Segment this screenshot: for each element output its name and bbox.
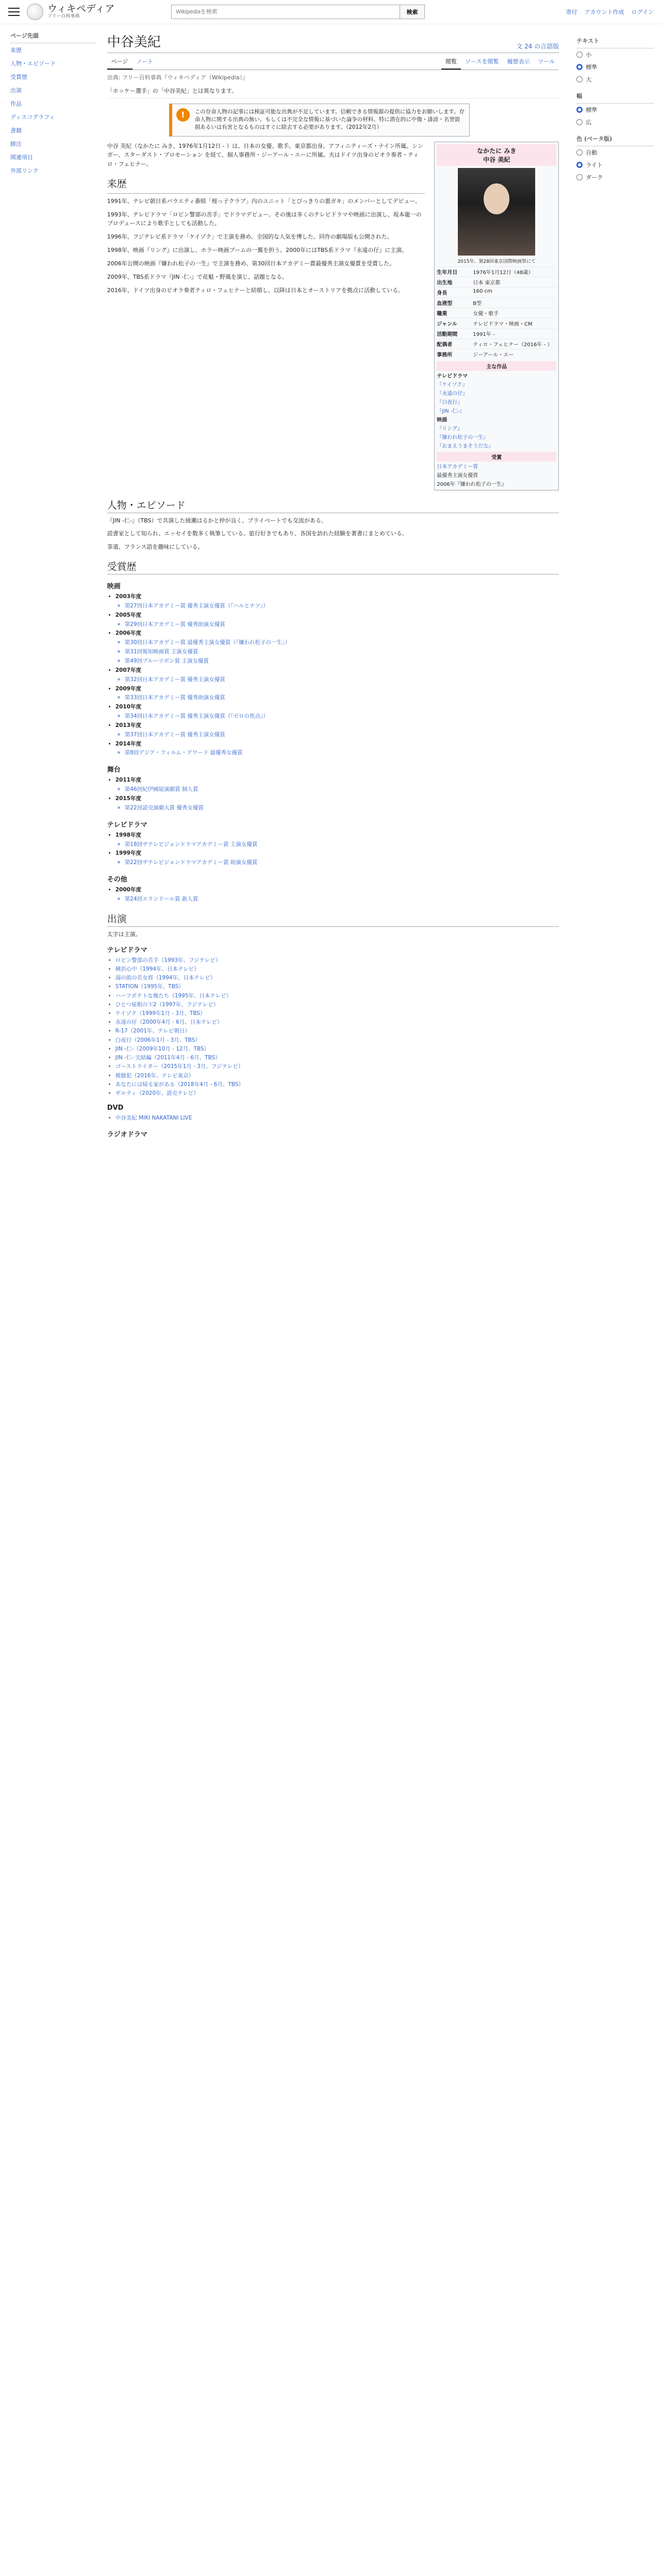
from-line: 出典: フリー百科事典『ウィキペディア（Wikipedia）』 — [107, 74, 249, 81]
work-item[interactable]: • R-17（2001年、テレビ朝日） — [115, 1027, 559, 1036]
toc-item[interactable]: 作品 — [10, 100, 22, 107]
work-item[interactable]: • ゴーストライター（2015年1月 - 3月、フジテレビ） — [115, 1062, 559, 1071]
work-item[interactable]: • 模倣犯（2016年、テレビ東京） — [115, 1072, 559, 1080]
award-year — [115, 666, 559, 685]
infobox-key: 活動期間 — [437, 331, 458, 337]
award-item[interactable]: ◦ 第22回読売演劇大賞 優秀女優賞 — [125, 804, 559, 813]
radio-icon[interactable] — [576, 119, 583, 125]
infobox-value: 女優・歌手 — [473, 311, 499, 317]
infobox-work[interactable]: 『永遠の仔』 — [437, 391, 468, 397]
search-button[interactable]: 検索 — [400, 5, 424, 19]
tab-history[interactable]: 履歴表示 — [507, 58, 530, 65]
work-item[interactable]: • 永遠の仔（2000年4月 - 6月、日本テレビ） — [115, 1018, 559, 1027]
infobox-key: 配偶者 — [437, 342, 453, 348]
award-year — [115, 886, 559, 904]
radio-icon[interactable] — [576, 149, 583, 156]
award-year — [115, 831, 559, 850]
infobox-value: ジーアール・エー — [473, 352, 514, 358]
infobox-key: 生年月日 — [437, 269, 458, 276]
tv-works-list — [107, 956, 559, 1098]
top-bar — [0, 0, 662, 24]
award-item[interactable]: ◦ 第22回ザテレビジョンドラマアカデミー賞 助演女優賞 — [125, 858, 559, 868]
award-year-label[interactable]: 1999年度 — [115, 850, 141, 857]
subsection-heading: 映画 — [107, 583, 121, 591]
search-input[interactable] — [172, 6, 400, 18]
section-heading: 出演 — [107, 911, 559, 927]
infobox-value: 日本 東京都 — [473, 280, 501, 286]
menu-icon[interactable] — [8, 8, 20, 16]
citation-warning-box — [169, 104, 470, 137]
infobox-key: 出生地 — [437, 280, 453, 286]
award-year — [115, 794, 559, 813]
main-content — [96, 24, 571, 1141]
globe-icon — [27, 4, 43, 20]
radio-icon[interactable] — [576, 64, 583, 70]
dvd-list — [107, 1114, 559, 1123]
history-paragraph: 1991年、テレビ朝日系バラエティ番組「桜っ子クラブ」内のユニット「とびっきりの悪ガキ」のメンバーとしてデビュー。 — [107, 197, 421, 205]
infobox-section-awards: 受賞 — [437, 452, 556, 462]
award-year-label[interactable]: 2006年度 — [115, 630, 141, 637]
toc-item[interactable]: 脚注 — [10, 141, 22, 147]
infobox-work[interactable]: 『リング』 — [437, 426, 463, 432]
logo-subtitle: フリー百科事典 — [47, 14, 80, 20]
create-account-link[interactable]: アカウント作成 — [584, 9, 624, 15]
work-item[interactable]: • 中谷美紀 MIKI NAKATANI LIVE — [115, 1114, 559, 1123]
award-item[interactable]: ◦ 第37回日本アカデミー賞 優秀主演女優賞 — [125, 731, 559, 740]
subsection-heading: テレビドラマ — [107, 946, 147, 954]
award-item[interactable]: ◦ 第27回日本アカデミー賞 優秀主演女優賞（『ハルとナツ』） — [125, 602, 559, 611]
logo-title: ウィキペディア — [47, 3, 115, 15]
subsection-heading: DVD — [107, 1104, 124, 1112]
awards-other-list — [107, 886, 559, 904]
person-paragraph: 茶道、フランス語を趣味にしている。 — [107, 544, 204, 551]
page-tabs — [107, 54, 559, 70]
color-option[interactable]: ダーク — [586, 174, 603, 181]
infobox-work[interactable]: 『JIN -仁-』 — [437, 408, 465, 414]
awards-stage-list — [107, 776, 559, 812]
infobox-title: なかたに みき 中谷 美紀 — [437, 144, 556, 166]
warning-text: この存命人物の記事には検証可能な出典が不足しています。信頼できる情報源の提供に協力をお願いします。存命人物に関する出典の無い、もしくは不完全な情報に基づいた論争の材料、特に潜在的に中傷・誹謗・名誉毀損あるいは有害となるものはすぐに除去する必要があります。（2012年2月） — [194, 109, 465, 131]
work-item[interactable]: • ギルティ（2020年、読売テレビ） — [115, 1089, 559, 1098]
work-item[interactable]: • JIN -仁-（2009年10月 - 12月、TBS） — [115, 1045, 559, 1054]
infobox-work[interactable]: 『おまえうまそうだな』 — [437, 443, 494, 449]
radio-icon[interactable] — [576, 174, 583, 180]
work-item[interactable]: • STATION（1995年、TBS） — [115, 982, 559, 991]
text-size-option[interactable]: 小 — [586, 52, 592, 58]
infobox-key: 血液型 — [437, 300, 453, 307]
work-item[interactable]: • あなたには帰る家がある（2018年4月 - 6月、TBS） — [115, 1080, 559, 1089]
award-item[interactable]: ◦ 第29回日本アカデミー賞 優秀助演女優賞 — [125, 620, 559, 630]
infobox-value: 1991年 - — [473, 331, 495, 337]
awards-tv-list — [107, 831, 559, 868]
tab-page[interactable]: ページ — [107, 54, 133, 70]
photo-caption: 2015年、第28回東京国際映画祭にて — [457, 259, 536, 264]
award-year — [115, 721, 559, 740]
radio-icon[interactable] — [576, 107, 583, 113]
infobox-value: 1976年1月12日（48歳） — [473, 269, 534, 276]
appear-note: 太字は主演。 — [107, 930, 141, 938]
person-paragraph: 『JIN -仁-』（TBS）で共演した綾瀬はるかと仲が良く、プライベートでも交流がある。 — [107, 517, 327, 524]
text-size-option[interactable]: 大 — [586, 76, 592, 83]
infobox-work[interactable]: 『ケイゾク』 — [437, 382, 468, 388]
infobox-work[interactable]: 『嫌われ松子の一生』 — [437, 434, 489, 440]
language-button[interactable]: 文 24 の言語版 — [516, 43, 559, 50]
color-heading: 色 (ベータ版) — [576, 131, 654, 146]
subsection-heading: テレビドラマ — [107, 821, 147, 829]
text-size-heading: テキスト — [576, 33, 654, 48]
color-option[interactable]: ライト — [586, 162, 603, 168]
infobox-work[interactable]: 『白夜行』 — [437, 399, 463, 405]
width-option[interactable]: 広 — [586, 119, 592, 126]
infobox-award: 2006年『嫌われ松子の一生』 — [437, 481, 507, 487]
award-item[interactable]: ◦ 第33回日本アカデミー賞 優秀助演女優賞 — [125, 693, 559, 703]
infobox-value: テレビドラマ・映画・CM — [473, 321, 533, 327]
award-item[interactable]: ◦ 第49回ブルーリボン賞 主演女優賞 — [125, 657, 559, 666]
tab-view-source[interactable]: ソースを閲覧 — [465, 58, 499, 65]
work-item[interactable]: • ひとつ屋根の下2（1997年、フジテレビ） — [115, 1001, 559, 1009]
person-paragraph: 読書家として知られ、エッセイを数多く執筆している。旅行好きでもあり、各国を訪れた経験を著書にまとめている。 — [107, 530, 408, 537]
width-option[interactable]: 標準 — [586, 107, 598, 113]
login-link[interactable]: ログイン — [631, 9, 654, 15]
award-year-label[interactable]: 2009年度 — [115, 685, 141, 692]
award-year-label[interactable]: 2005年度 — [115, 612, 141, 618]
toc-item[interactable]: 来歴 — [10, 47, 22, 54]
section-heading: 受賞歴 — [107, 559, 559, 574]
infobox-value: ティロ・フェヒナー（2016年 - ） — [473, 342, 553, 348]
award-item[interactable]: ◦ 第30回日本アカデミー賞 最優秀主演女優賞（『嫌われ松子の一生』） — [125, 638, 559, 648]
award-year — [115, 849, 559, 868]
infobox-work: テレビドラマ — [437, 373, 468, 379]
award-year-label[interactable]: 2013年度 — [115, 722, 141, 728]
toc-item[interactable]: 受賞歴 — [10, 74, 27, 80]
toc-item[interactable]: ディスコグラフィ — [10, 114, 55, 121]
search-box — [171, 5, 425, 19]
infobox-work: 映画 — [437, 417, 448, 423]
infobox-award: 最優秀主演女優賞 — [437, 472, 478, 479]
infobox-key: 職業 — [437, 311, 448, 317]
tab-talk[interactable]: ノート — [136, 58, 154, 65]
tab-read[interactable]: 閲覧 — [441, 54, 461, 70]
radio-icon[interactable] — [576, 76, 583, 82]
infobox-value: B型 — [473, 300, 482, 307]
award-year — [115, 776, 559, 794]
award-item[interactable]: ◦ 第24回エランドール賞 新人賞 — [125, 895, 559, 904]
history-paragraph: 1996年、フジテレビ系ドラマ「ケイゾク」で主演を務め、全国的な人気を博した。同作の劇場版も公開された。 — [107, 233, 393, 241]
work-item[interactable]: • 白夜行（2006年1月 - 3月、TBS） — [115, 1036, 559, 1045]
width-heading: 幅 — [576, 89, 654, 104]
work-item[interactable]: • JIN -仁- 完結編（2011年4月 - 6月、TBS） — [115, 1054, 559, 1062]
infobox-award[interactable]: 日本アカデミー賞 — [437, 464, 478, 470]
award-year — [115, 685, 559, 703]
infobox — [434, 142, 559, 490]
award-year — [115, 611, 559, 630]
work-item[interactable]: • ケイゾク（1999年1月 - 3月、TBS） — [115, 1009, 559, 1018]
portrait-photo[interactable] — [458, 168, 535, 256]
hatnote: 「ホッケー選手」の「中谷美紀」とは異なります。 — [107, 84, 559, 98]
award-year — [115, 629, 559, 666]
award-year-label[interactable]: 2011年度 — [115, 777, 141, 784]
infobox-section-works: 主な作品 — [437, 361, 556, 371]
lead-paragraph: 中谷 美紀（なかたに みき、1976年1月12日 - ）は、日本の女優、歌手。東京都出身。アフィニティーズ・ナイン所属。シンガー、スターダスト・プロモーション を経て、個人事務所・ジーアール・エーに所属。夫はドイツ出身のビオラ奏者・ティロ・フェヒナー。 — [107, 142, 423, 168]
award-item[interactable]: ◦ 第32回日本アカデミー賞 優秀主演女優賞 — [125, 675, 559, 685]
toc-item[interactable]: 外部リンク — [10, 167, 39, 174]
history-paragraph: 1998年、映画『リング』に出演し、ホラー映画ブームの一翼を担う。2000年にはTBS系ドラマ『永遠の仔』に主演。 — [107, 247, 408, 254]
infobox-key: ジャンル — [437, 321, 457, 327]
toc-item[interactable]: 書籍 — [10, 127, 22, 134]
radio-icon[interactable] — [576, 52, 583, 58]
award-item[interactable]: ◦ 第31回報知映画賞 主演女優賞 — [125, 648, 559, 657]
wikipedia-logo[interactable] — [27, 4, 161, 20]
work-item[interactable]: • ロビン警部の苦手（1993年、フジテレビ） — [115, 956, 559, 965]
history-paragraph: 2009年、TBS系ドラマ『JIN -仁-』で花魁・野風を演じ、話題となる。 — [107, 273, 288, 280]
radio-icon[interactable] — [576, 162, 583, 168]
award-year-label[interactable]: 2000年度 — [115, 887, 141, 893]
award-item[interactable]: ◦ 第34回日本アカデミー賞 優秀主演女優賞（『ゼロの焦点』） — [125, 712, 559, 721]
award-year — [115, 740, 559, 758]
page-title: 中谷美紀 — [107, 35, 161, 50]
history-paragraph: 1993年、テレビドラマ「ロビン警部の苦手」でドラマデビュー。その後は多くのテレビドラマや映画に出演し、坂本龍一のプロデュースにより歌手としても活動した。 — [107, 211, 422, 227]
user-links — [566, 8, 654, 16]
award-year — [115, 703, 559, 721]
subsection-heading: ラジオドラマ — [107, 1131, 147, 1139]
history-paragraph: 2016年、ドイツ出身のビオラ奏者ティロ・フェヒナーと結婚し、以降は日本とオーストリアを拠点に活動している。 — [107, 286, 404, 294]
toc-item[interactable]: 人物・エピソード — [10, 60, 56, 67]
award-year-label[interactable]: 2007年度 — [115, 667, 141, 673]
award-year-label[interactable]: 1998年度 — [115, 832, 141, 838]
award-year-label[interactable]: 2014年度 — [115, 740, 141, 747]
work-item[interactable]: • 湯の街の若女将（1994年、日本テレビ） — [115, 974, 559, 982]
toc-sidebar — [0, 24, 96, 1141]
toc-item[interactable]: 関連項目 — [10, 154, 33, 161]
work-item[interactable]: • ハーフポテトな俺たち（1995年、日本テレビ） — [115, 992, 559, 1001]
warning-icon: ! — [176, 108, 190, 122]
subsection-heading: その他 — [107, 876, 127, 884]
infobox-key: 事務所 — [437, 352, 453, 358]
award-year-label[interactable]: 2015年度 — [115, 795, 141, 802]
awards-film-list — [107, 592, 559, 758]
text-size-option[interactable]: 標準 — [586, 64, 598, 71]
award-year-label[interactable]: 2003年度 — [115, 594, 141, 600]
donate-link[interactable]: 寄付 — [566, 9, 577, 15]
color-option[interactable]: 自動 — [586, 149, 598, 156]
award-item[interactable]: ◦ 第46回紀伊國屋演劇賞 個人賞 — [125, 785, 559, 794]
award-year-label[interactable]: 2010年度 — [115, 704, 141, 710]
award-year — [115, 592, 559, 611]
infobox-key: 身長 — [437, 290, 448, 296]
appearance-panel — [570, 24, 662, 1141]
tab-tools[interactable]: ツール — [538, 58, 555, 65]
history-paragraph: 2006年公開の映画『嫌われ松子の一生』で主演を務め、第30回日本アカデミー賞最優秀主演女優賞を受賞した。 — [107, 260, 395, 267]
work-item[interactable]: • 横浜心中（1994年、日本テレビ） — [115, 965, 559, 974]
section-heading: 来歴 — [107, 176, 425, 194]
toc-item[interactable]: 出演 — [10, 87, 22, 94]
award-item[interactable]: ◦ 第8回アジア・フィルム・アワード 最優秀女優賞 — [125, 749, 559, 758]
award-item[interactable]: ◦ 第18回ザテレビジョンドラマアカデミー賞 主演女優賞 — [125, 840, 559, 850]
toc-heading[interactable]: ページ先頭 — [10, 28, 96, 43]
infobox-value: 160 cm — [473, 288, 492, 294]
subsection-heading: 舞台 — [107, 766, 121, 774]
section-heading: 人物・エピソード — [107, 498, 559, 513]
